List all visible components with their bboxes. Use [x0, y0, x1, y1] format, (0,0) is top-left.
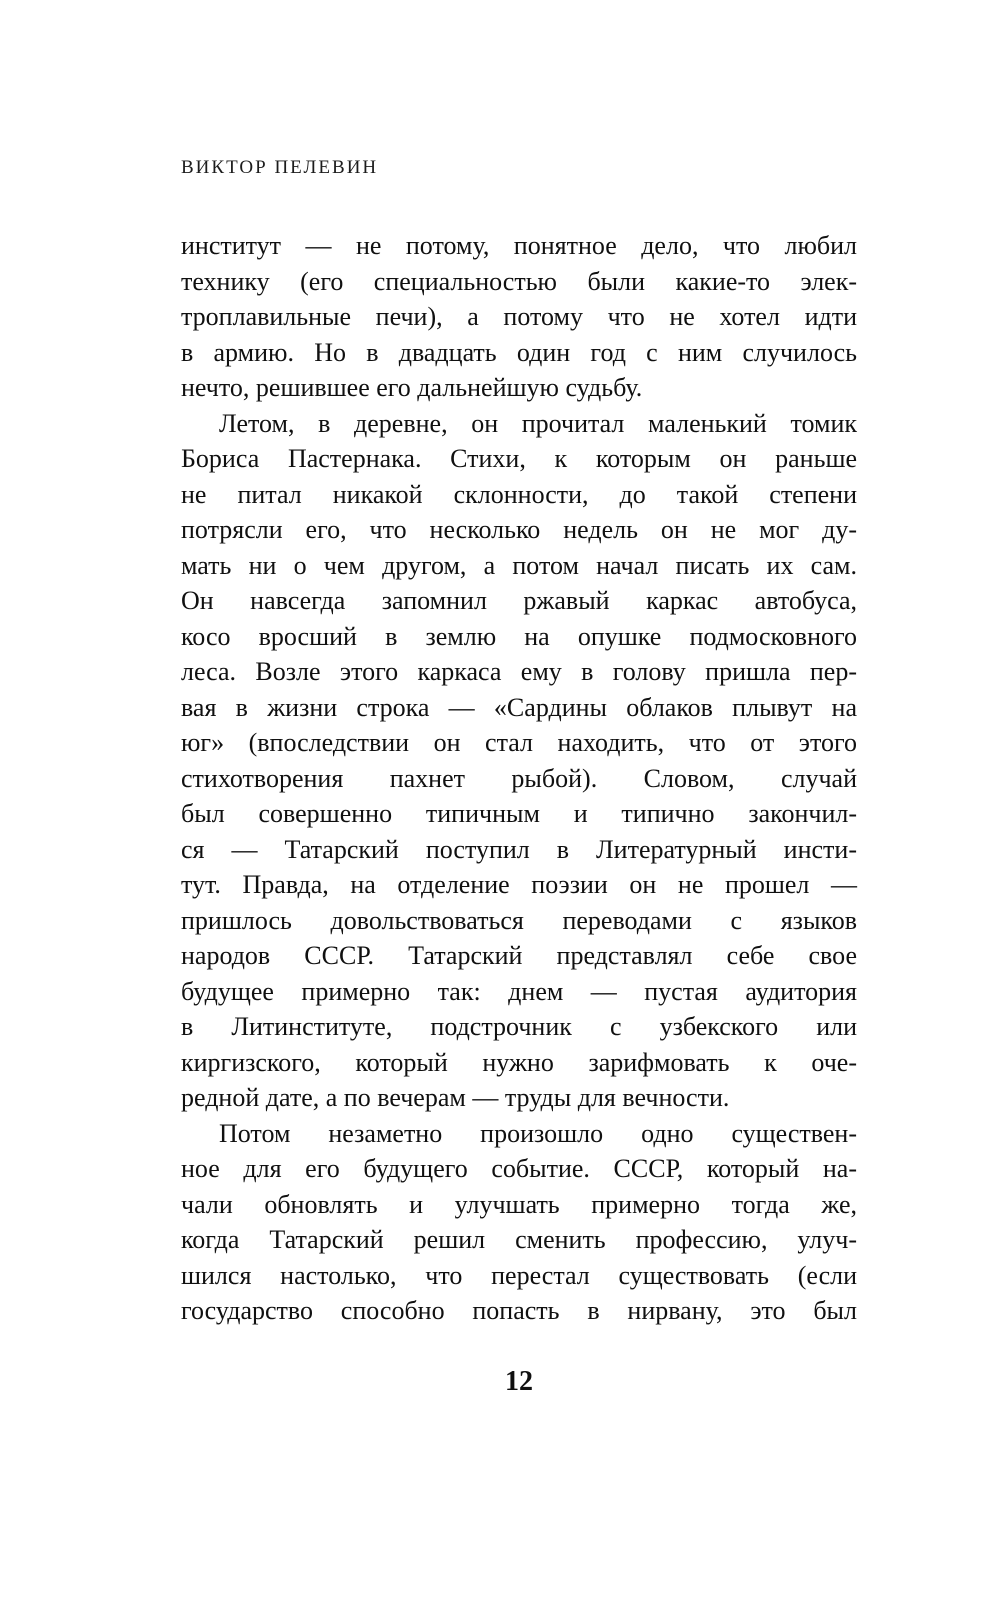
text-line: потрясли его, что несколько недель он не мог ду-: [181, 515, 857, 544]
text-line: нечто, решившее его дальнейшую судьбу.: [181, 373, 643, 402]
text-line: в армию. Но в двадцать один год с ним случилось: [181, 337, 857, 367]
text-line: косо вросший в землю на опушке подмосковного: [181, 621, 857, 651]
text-line: мать ни о чем другом, а потом начал писать их сам.: [181, 550, 857, 580]
text-line: Бориса Пастернака. Стихи, к которым он раньше: [181, 444, 857, 473]
body-text: [181, 228, 857, 1329]
text-line: когда Татарский решил сменить профессию, улуч-: [181, 1225, 857, 1254]
text-line: будущее примерно так: днем — пустая аудитория: [181, 976, 857, 1006]
text-line: тут. Правда, на отделение поэзии он не прошел —: [181, 870, 857, 899]
text-line: ся — Татарский поступил в Литературный инсти-: [181, 834, 857, 864]
text-line: ное для его будущего событие. СССР, который на-: [181, 1154, 857, 1183]
text-line: леса. Возле этого каркаса ему в голову пришла пер-: [181, 657, 857, 686]
text-line: в Литинституте, подстрочник с узбекского или: [181, 1012, 857, 1041]
text-line: Потом незаметно произошло одно существен-: [219, 1118, 857, 1148]
running-header: ВИКТОР ПЕЛЕВИН: [181, 157, 379, 178]
text-line: редной дате, а по вечерам — труды для вечности.: [181, 1083, 730, 1112]
text-line: стихотворения пахнет рыбой). Словом, случай: [181, 763, 857, 793]
text-line: Он навсегда запомнил ржавый каркас автобуса,: [181, 586, 857, 615]
text-line: Летом, в деревне, он прочитал маленький томик: [219, 408, 857, 438]
text-line: не питал никакой склонности, до такой степени: [181, 479, 857, 509]
text-line: был совершенно типичным и типично закончил-: [181, 799, 857, 828]
text-line: юг» (впоследствии он стал находить, что от этого: [181, 728, 857, 757]
text-line: народов СССР. Татарский представлял себе свое: [181, 941, 857, 970]
text-line: чали обновлять и улучшать примерно тогда же,: [181, 1189, 857, 1219]
text-line: государство способно попасть в нирвану, это был: [181, 1296, 857, 1325]
text-line: пришлось довольствоваться переводами с языков: [181, 905, 857, 935]
page-number: 12: [505, 1366, 533, 1397]
text-line: технику (его специальностью были какие-то элек-: [181, 266, 857, 296]
text-line: троплавильные печи), а потому что не хотел идти: [181, 302, 857, 331]
text-line: вая в жизни строка — «Сардины облаков плывут на: [181, 692, 857, 722]
text-line: шился настолько, что перестал существовать (если: [181, 1260, 857, 1290]
text-line: институт — не потому, понятное дело, что любил: [181, 231, 857, 260]
text-line: киргизского, который нужно зарифмовать к оче-: [181, 1047, 857, 1077]
